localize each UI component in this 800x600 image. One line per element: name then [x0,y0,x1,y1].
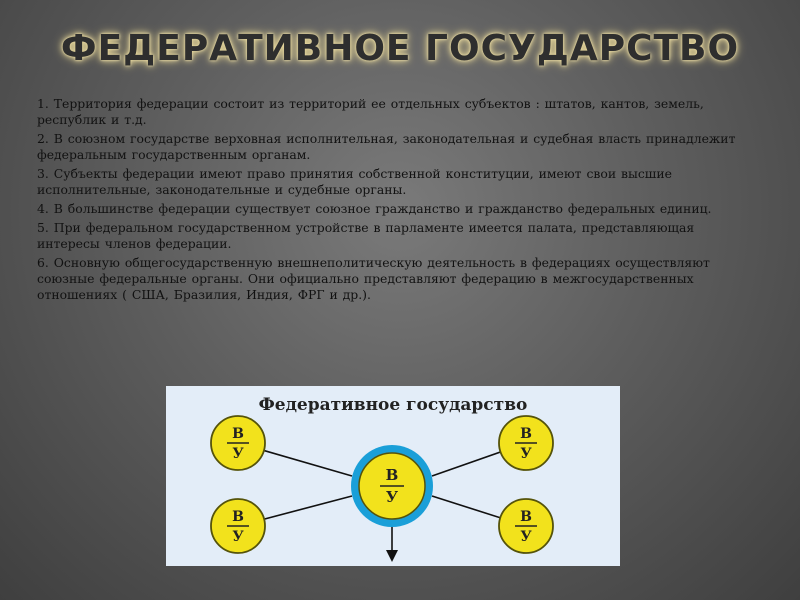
center-node [351,445,433,527]
center-label-top: В [385,466,399,484]
node-bottom-right [499,499,553,553]
point-5: 5. При федеральном государственном устройстве в парламенте имеется палата, представляющая интересы членов федерации. [37,220,695,251]
arrow-down-icon [386,550,398,562]
node-label-bottom: У [520,446,532,462]
diagram-canvas [166,386,620,566]
point-3: 3. Субъекты федерации имеют право принятия собственной конституции, имеют свои высшие исполнительные, законодательные и судебные органы. [37,165,672,197]
points-list [37,96,737,306]
node-label-top: В [520,426,532,442]
slide-title: ФЕДЕРАТИВНОЕ ГОСУДАРСТВО [60,28,740,69]
node-label-bottom: У [232,446,244,462]
point-1: 1. Территория федерации состоит из территорий ее отдельных субъектов : штатов, кантов, земель, республик и т.д. [37,96,704,127]
node-label-top: В [232,426,244,442]
federation-diagram [166,386,620,566]
node-label-top: В [232,509,244,525]
point-2: 2. В союзном государстве верховная исполнительная, законодательная и судебная власть принадлежит федеральным государственным органам. [37,130,736,162]
node-top-right [499,416,553,470]
node-label-bottom: У [520,529,532,545]
node-label-top: В [520,509,532,525]
diagram-title: Федеративное государство [258,395,528,415]
node-top-left [211,416,265,470]
node-bottom-left [211,499,265,553]
point-6: 6. Основную общегосударственную внешнеполитическую деятельность в федерациях осуществляют союзные федеральные органы. Они официально представляют федерацию в межгосударственных отношениях ( США, Бразилия, Индия, ФРГ и др.). [37,255,710,302]
point-4: 4. В большинстве федерации существует союзное гражданство и гражданство федеральных единиц. [37,200,712,216]
center-label-bottom: У [385,488,399,506]
node-label-bottom: У [232,529,244,545]
